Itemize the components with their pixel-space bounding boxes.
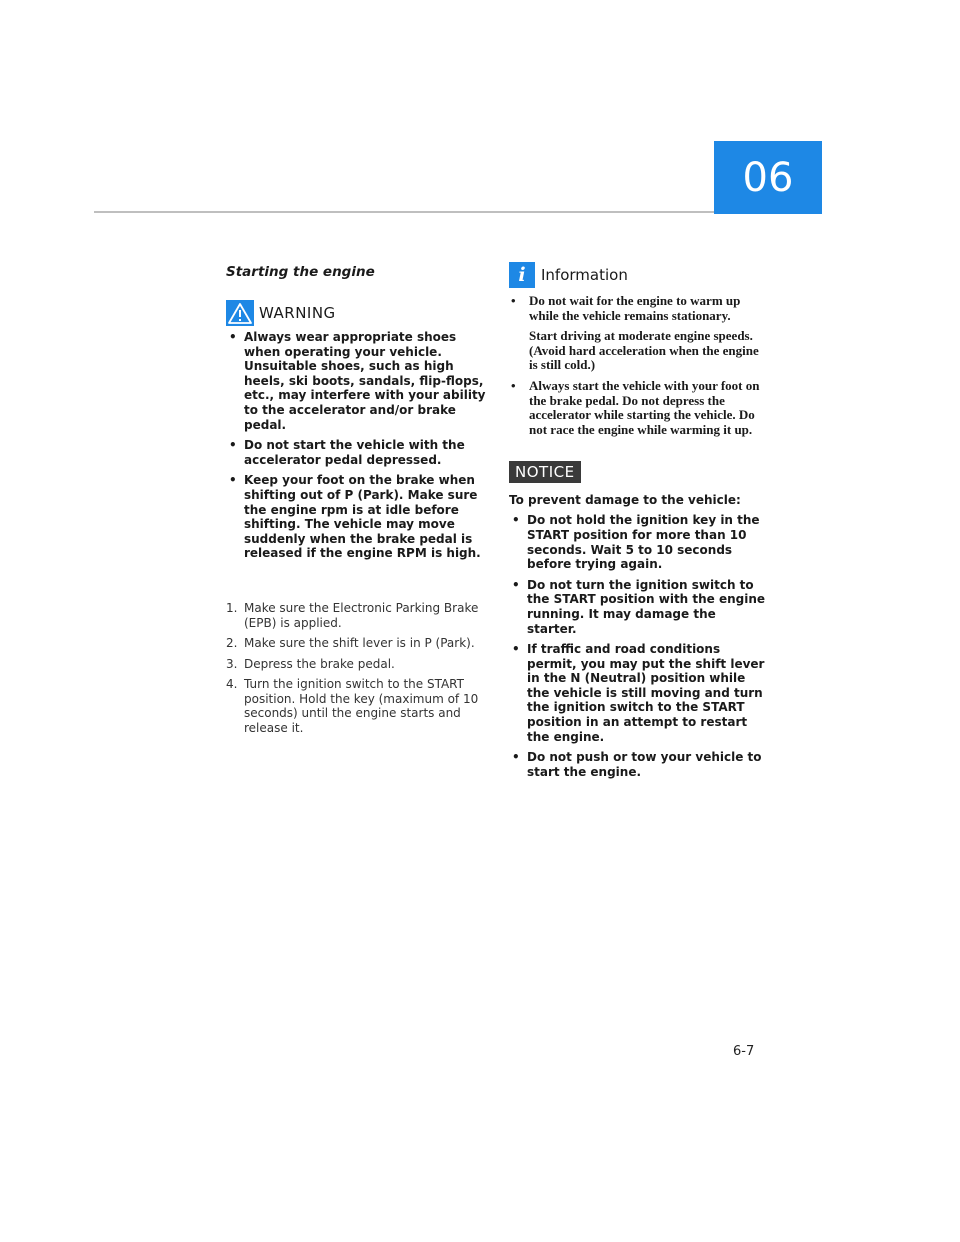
step-text: Turn the ignition switch to the START position. Hold the key (maximum of 10 seconds) until the engine starts and release it.: [244, 677, 479, 736]
step-number: 3.: [226, 656, 238, 671]
notice-list: [509, 513, 767, 779]
notice-item: • Do not hold the ignition key in the START position for more than 10 seconds. Wait 5 to 10 seconds before trying again.: [509, 513, 767, 571]
notice-badge: NOTICE: [509, 461, 581, 483]
step-text: Make sure the Electronic Parking Brake (EPB) is applied.: [244, 600, 479, 630]
notice-item: • If traffic and road conditions permit, you may put the shift lever in the N (Neutral) position while the vehicle is still moving and turn the ignition switch to the START position in an attempt to restart the engine.: [509, 642, 767, 744]
page-number: 6-7: [733, 1044, 755, 1059]
notice-item: • Do not push or tow your vehicle to start the engine.: [509, 750, 767, 779]
step-text: Make sure the shift lever is in P (Park).: [244, 636, 475, 651]
notice-item: • Do not turn the ignition switch to the START position with the engine running. It may damage the starter.: [509, 578, 767, 636]
step-item: [226, 677, 492, 735]
warning-list: [226, 330, 492, 561]
section-title: Starting the engine: [226, 264, 375, 280]
warning-icon: [226, 300, 254, 326]
step-number: 4.: [226, 677, 238, 692]
right-column: [509, 262, 767, 785]
information-text: • Always start the vehicle with your foot on the brake pedal. Do not depress the accelerator while starting the vehicle. Do not race the engine while warming it up.: [529, 377, 760, 437]
warning-header: [226, 300, 492, 326]
information-label: Information: [541, 266, 628, 284]
notice-intro: To prevent damage to the vehicle:: [509, 493, 741, 508]
info-icon: i: [509, 262, 535, 288]
step-text: Depress the brake pedal.: [244, 656, 395, 671]
step-item: [226, 636, 492, 651]
information-item: [509, 379, 767, 437]
chapter-tab: 06: [714, 141, 822, 214]
warning-label: WARNING: [259, 304, 336, 322]
information-text: • Do not wait for the engine to warm up while the vehicle remains stationary.: [529, 293, 741, 323]
step-number: 2.: [226, 636, 238, 651]
chapter-rule: [94, 211, 714, 213]
warning-item: • Always wear appropriate shoes when operating your vehicle. Unsuitable shoes, such as high heels, ski boots, sandals, flip-flops, etc., may interfere with your ability to the accelerator and/or brake pedal.: [226, 330, 492, 432]
step-number: 1.: [226, 600, 238, 615]
information-item: [509, 294, 767, 373]
warning-item: • Keep your foot on the brake when shifting out of P (Park). Make sure the engine rpm is at idle before shifting. The vehicle may move suddenly when the brake pedal is released if the engine RPM is high.: [226, 473, 492, 561]
information-header: [509, 262, 767, 288]
step-item: [226, 601, 492, 630]
step-item: [226, 657, 492, 672]
information-text: Start driving at moderate engine speeds. (Avoid hard acceleration when the engine is still cold.): [529, 328, 759, 373]
information-list: [509, 294, 767, 437]
warning-item: • Do not start the vehicle with the accelerator pedal depressed.: [226, 438, 492, 467]
left-column: [226, 262, 492, 742]
steps-list: [226, 601, 492, 736]
